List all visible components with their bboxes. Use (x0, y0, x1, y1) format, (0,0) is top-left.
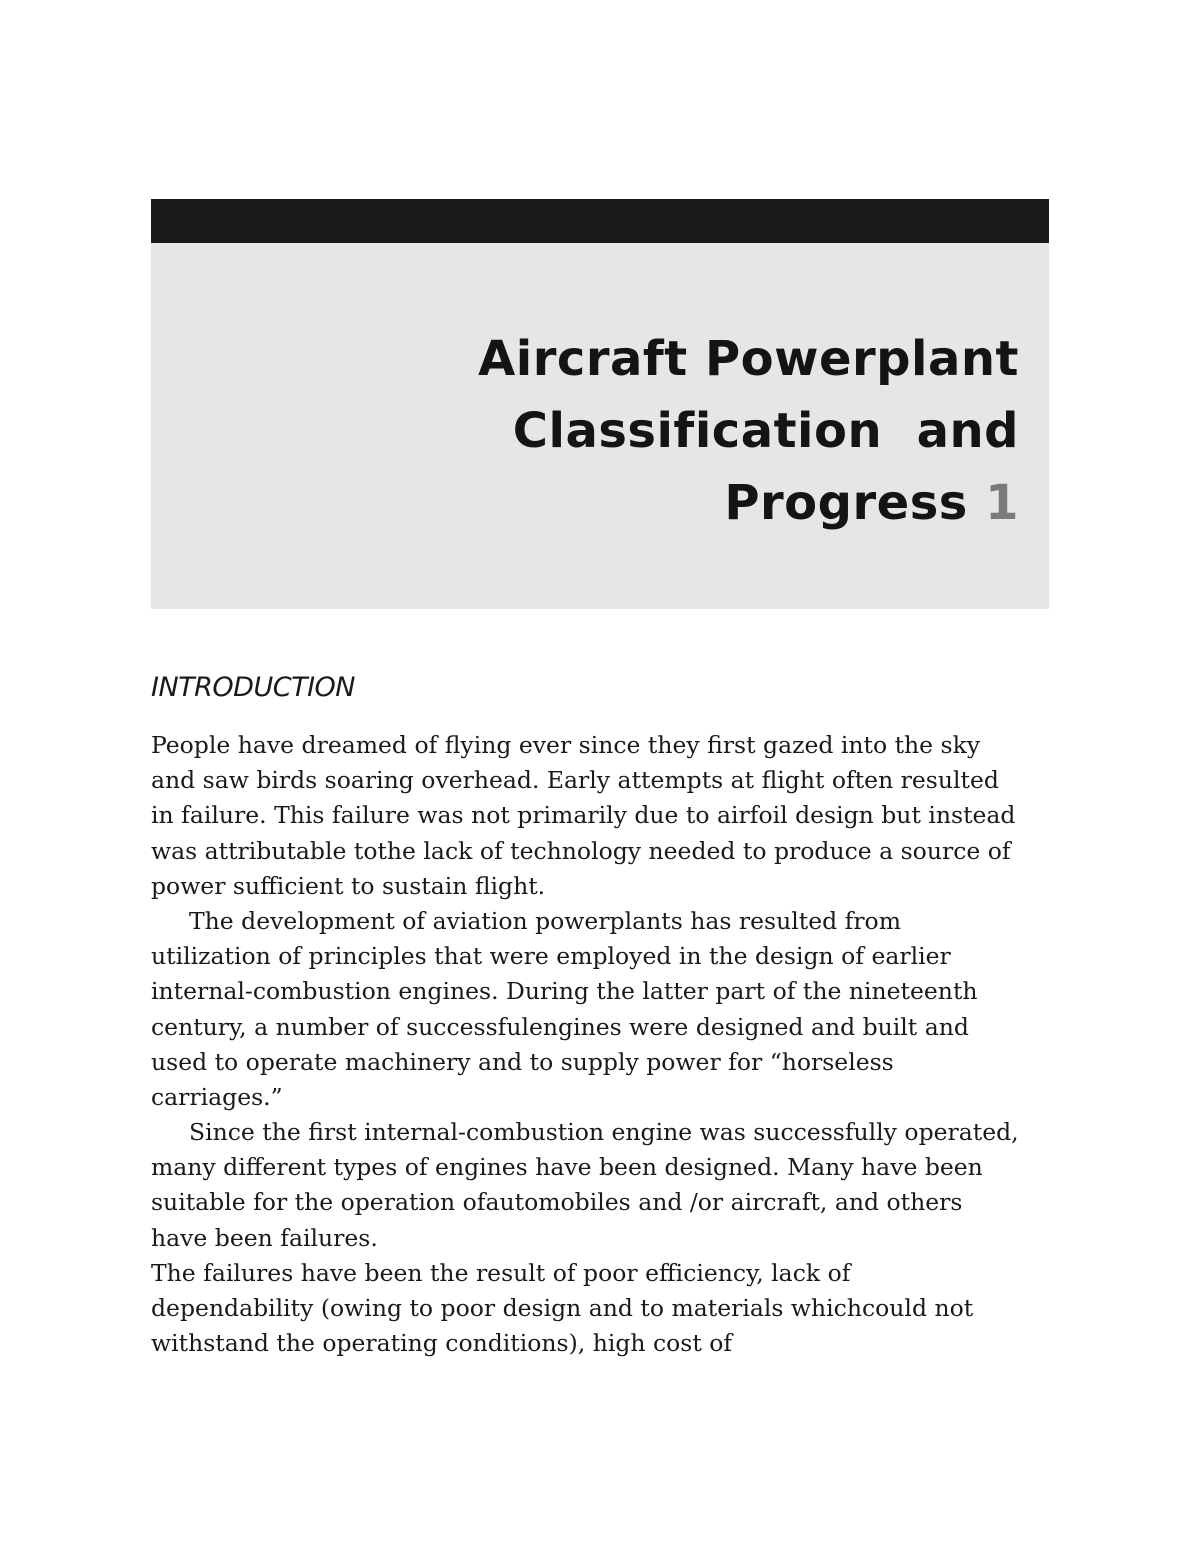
paragraph-line: withstand the operating conditions), high cost of (151, 1329, 733, 1358)
paragraph-line: power sufficient to sustain flight. (151, 871, 546, 900)
paragraph-line: have been failures. (151, 1223, 378, 1252)
chapter-number: 1 (985, 475, 1019, 531)
paragraph-line: Since the first internal-combustion engine was successfully operated, (189, 1118, 1019, 1147)
paragraph-line: was attributable tothe lack of technology needed to produce a source of (151, 836, 1011, 865)
paragraph-line: many different types of engines have been designed. Many have been (151, 1153, 983, 1182)
paragraph-line: carriages.” (151, 1082, 283, 1111)
paragraph-line: and saw birds soaring overhead. Early attempts at flight often resulted (151, 766, 999, 795)
paragraph-line: in failure. This failure was not primarily due to airfoil design but instead (151, 801, 1016, 830)
paragraph-line: internal-combustion engines. During the latter part of the nineteenth (151, 977, 978, 1006)
chapter-banner (151, 199, 1049, 609)
chapter-title-last-word: Progress (724, 475, 968, 531)
chapter-title-line: Classification and (512, 403, 1019, 459)
chapter-title-line (478, 467, 1019, 539)
banner-top-bar (151, 199, 1049, 243)
section-heading: INTRODUCTION (151, 672, 355, 703)
paragraph-line: dependability (owing to poor design and to materials whichcould not (151, 1294, 974, 1322)
paragraph-line: utilization of principles that were employed in the design of earlier (151, 942, 951, 971)
chapter-title-line: Aircraft Powerplant (478, 331, 1019, 387)
paragraph-line: The development of aviation powerplants has resulted from (189, 906, 901, 935)
paragraph-line: used to operate machinery and to supply power for “horseless (151, 1047, 894, 1076)
paragraph-line: suitable for the operation ofautomobiles and /or aircraft, and others (151, 1188, 963, 1217)
body-text (151, 728, 1051, 1361)
paragraph-line: People have dreamed of flying ever since they first gazed into the sky (151, 731, 981, 759)
paragraph-line: The failures have been the result of poor efficiency, lack of (151, 1258, 851, 1287)
chapter-title (478, 323, 1019, 539)
paragraph-line: century, a number of successfulengines were designed and built and (151, 1012, 969, 1041)
